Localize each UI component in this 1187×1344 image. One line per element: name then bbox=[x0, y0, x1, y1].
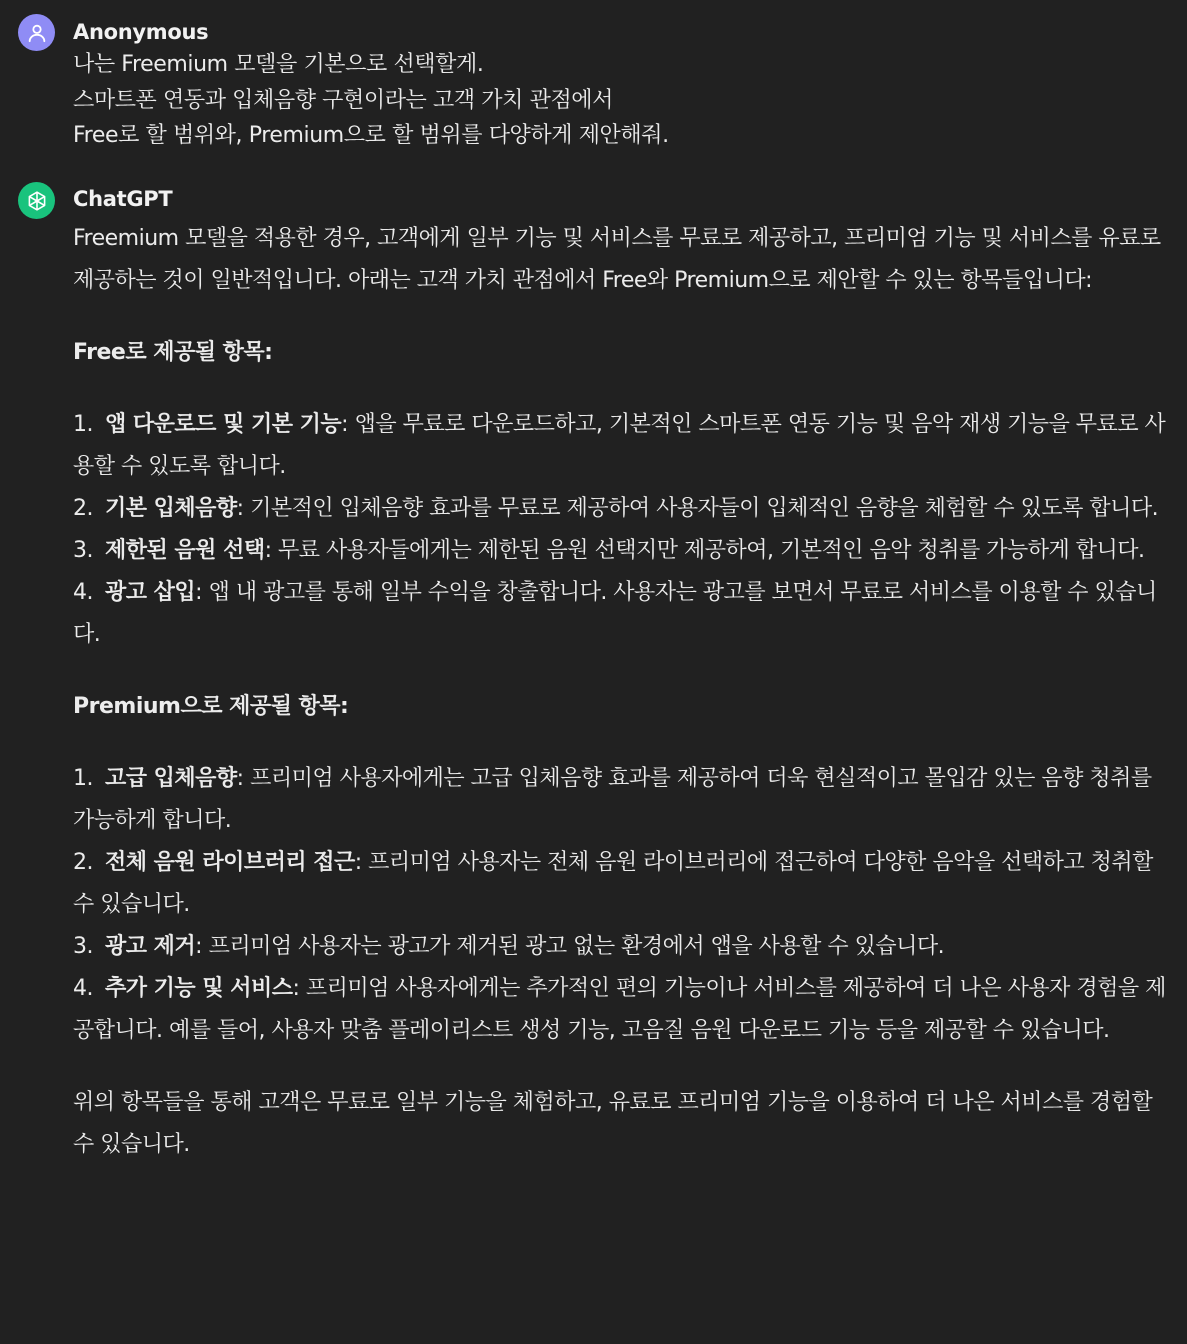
item-text: : 프리미엄 사용자에게는 추가적인 편의 기능이나 서비스를 제공하여 더 나은 사용자 경험을 제공합니다. 예를 들어, 사용자 맞춤 플레이리스트 생성 기능, 고음질 음원 다운로드 기능 등을 제공할 수 있습니다. bbox=[73, 976, 1166, 1043]
item-number: 3. bbox=[73, 538, 93, 563]
list-item bbox=[73, 968, 1173, 1052]
item-text: : 앱을 무료로 다운로드하고, 기본적인 스마트폰 연동 기능 및 음악 재생 기능을 무료로 사용할 수 있도록 합니다. bbox=[73, 412, 1166, 479]
list-item bbox=[73, 488, 1173, 530]
list-item bbox=[73, 842, 1173, 926]
item-text: : 프리미엄 사용자는 전체 음원 라이브러리에 접근하여 다양한 음악을 선택하고 청취할 수 있습니다. bbox=[73, 850, 1153, 917]
item-text: : 앱 내 광고를 통해 일부 수익을 창출합니다. 사용자는 광고를 보면서 무료로 서비스를 이용할 수 있습니다. bbox=[73, 580, 1157, 647]
user-icon bbox=[26, 22, 48, 44]
item-title: 전체 음원 라이브러리 접근 bbox=[105, 850, 355, 875]
user-name: Anonymous bbox=[73, 20, 209, 44]
user-message-line: 나는 Freemium 모델을 기본으로 선택할게. bbox=[73, 52, 484, 77]
item-title: 앱 다운로드 및 기본 기능 bbox=[105, 412, 342, 437]
assistant-avatar bbox=[18, 182, 55, 219]
item-title: 제한된 음원 선택 bbox=[105, 538, 265, 563]
user-message-line: 스마트폰 연동과 입체음향 구현이라는 고객 가치 관점에서 bbox=[73, 87, 614, 113]
item-number: 1. bbox=[73, 766, 93, 791]
item-title: 광고 제거 bbox=[105, 934, 196, 959]
item-title: 기본 입체음향 bbox=[105, 496, 237, 521]
item-number: 2. bbox=[73, 496, 93, 521]
list-item bbox=[73, 572, 1173, 656]
user-message bbox=[73, 17, 1173, 154]
premium-list bbox=[73, 758, 1173, 1052]
item-number: 2. bbox=[73, 850, 93, 875]
assistant-name: ChatGPT bbox=[73, 187, 173, 211]
assistant-message bbox=[73, 184, 1173, 1166]
list-item bbox=[73, 530, 1173, 572]
item-number: 4. bbox=[73, 976, 93, 1001]
item-title: 고급 입체음향 bbox=[105, 766, 237, 791]
user-avatar bbox=[18, 14, 55, 51]
list-item bbox=[73, 404, 1173, 488]
item-text: : 프리미엄 사용자에게는 고급 입체음향 효과를 제공하여 더욱 현실적이고 몰입감 있는 음향 청취를 가능하게 합니다. bbox=[73, 766, 1152, 833]
user-message-line: Free로 할 범위와, Premium으로 할 범위를 다양하게 제안해줘. bbox=[73, 123, 669, 148]
item-text: : 무료 사용자들에게는 제한된 음원 선택지만 제공하여, 기본적인 음악 청취를 가능하게 합니다. bbox=[264, 538, 1145, 563]
item-title: 광고 삽입 bbox=[105, 580, 196, 605]
list-item bbox=[73, 926, 1173, 968]
item-title: 추가 기능 및 서비스 bbox=[105, 976, 293, 1001]
item-number: 4. bbox=[73, 580, 93, 605]
intro-paragraph: Freemium 모델을 적용한 경우, 고객에게 일부 기능 및 서비스를 무료로 제공하고, 프리미엄 기능 및 서비스를 유료로 제공하는 것이 일반적입니다. 아래는 고객 가치 관점에서 Free와 Premium으로 제안할 수 있는 항목들입니다: bbox=[73, 226, 1161, 293]
premium-heading: Premium으로 제공될 항목: bbox=[73, 694, 349, 719]
list-item bbox=[73, 758, 1173, 842]
item-number: 1. bbox=[73, 412, 93, 437]
item-text: : 기본적인 입체음향 효과를 무료로 제공하여 사용자들이 입체적인 음향을 체험할 수 있도록 합니다. bbox=[236, 496, 1159, 521]
free-heading: Free로 제공될 항목: bbox=[73, 340, 273, 365]
item-number: 3. bbox=[73, 934, 93, 959]
item-text: : 프리미엄 사용자는 광고가 제거된 광고 없는 환경에서 앱을 사용할 수 있습니다. bbox=[195, 934, 945, 959]
openai-logo-icon bbox=[25, 189, 49, 213]
free-list bbox=[73, 404, 1173, 656]
outro-paragraph: 위의 항목들을 통해 고객은 무료로 일부 기능을 체험하고, 유료로 프리미엄 기능을 이용하여 더 나은 서비스를 경험할 수 있습니다. bbox=[73, 1090, 1153, 1157]
